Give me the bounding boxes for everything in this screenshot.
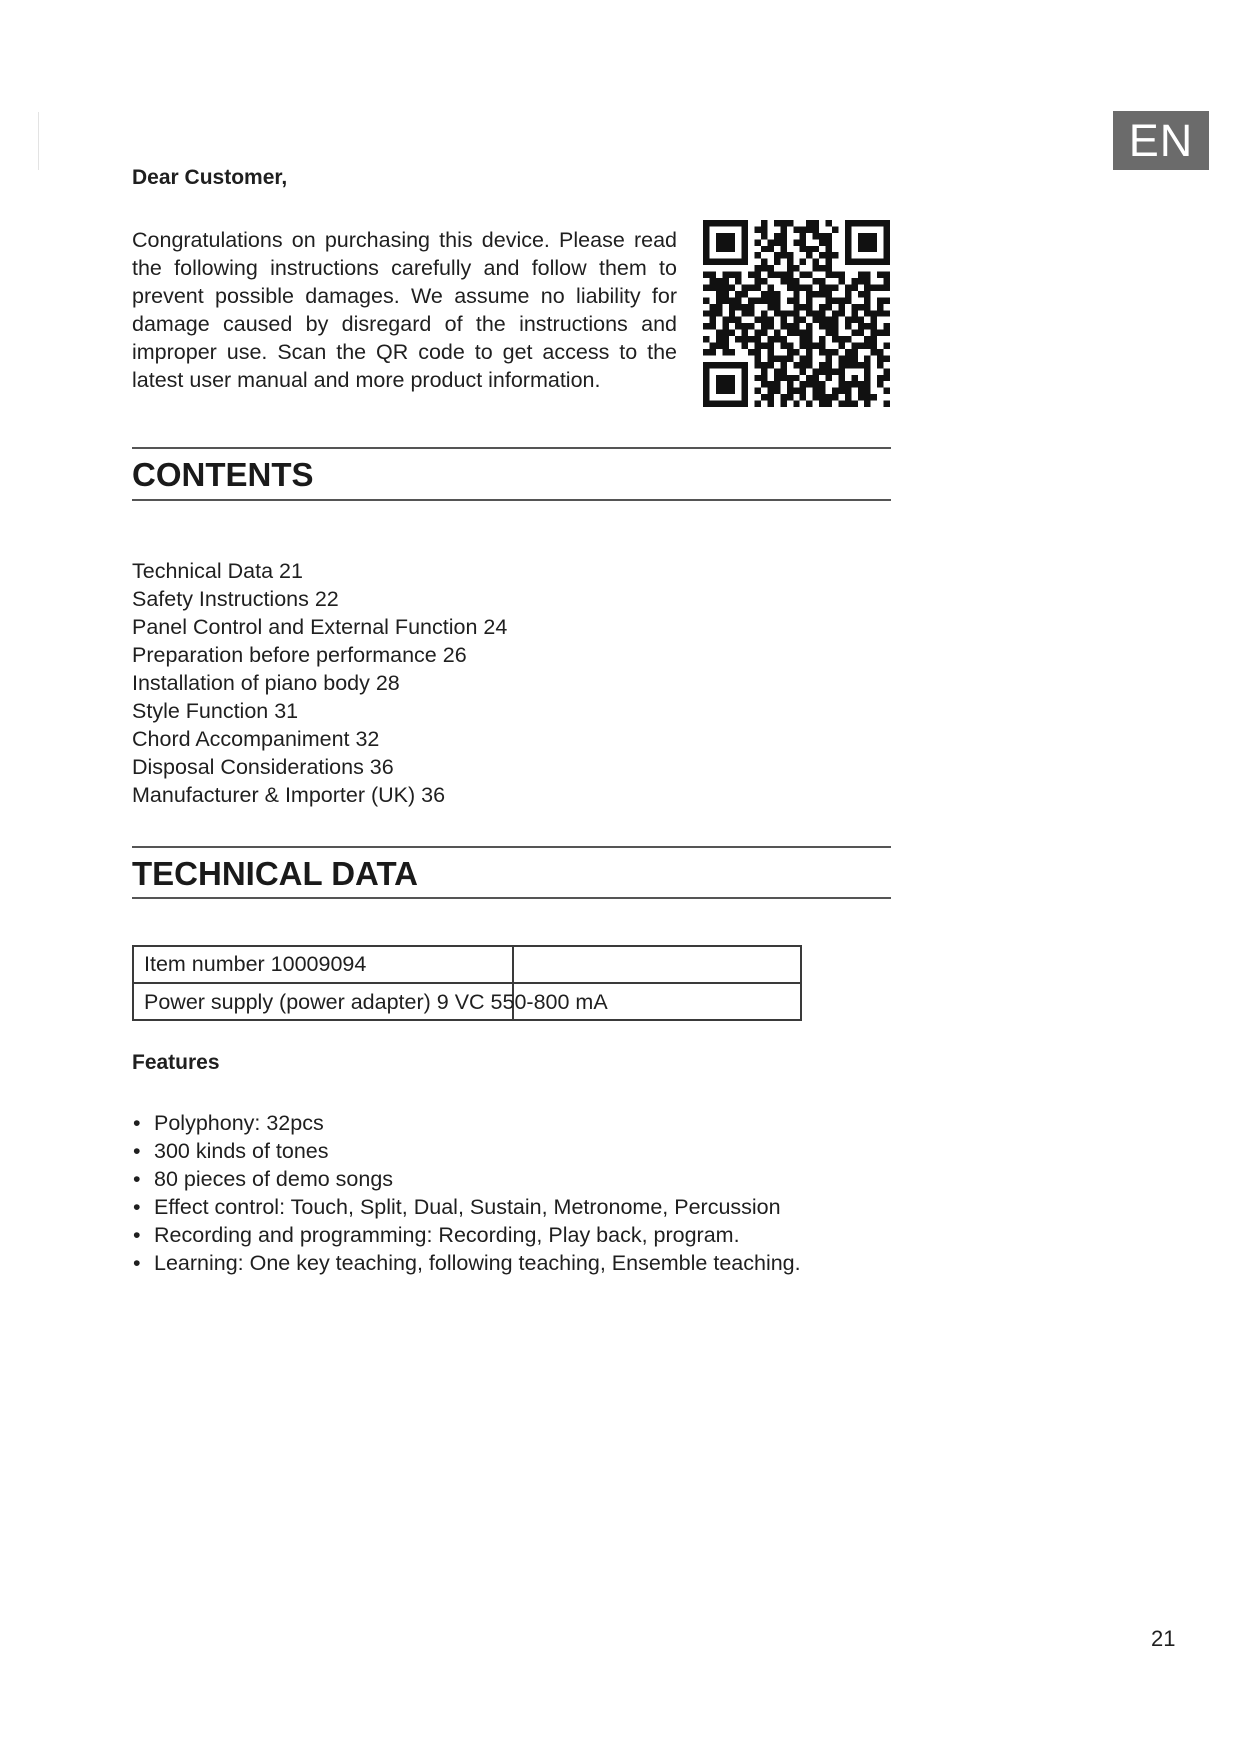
list-item bbox=[132, 1109, 801, 1137]
spec-cell bbox=[133, 983, 608, 1020]
feature-text: 80 pieces of demo songs bbox=[154, 1167, 394, 1191]
intro-paragraph: Congratulations on purchasing this device. Please read the following instructions carefully and follow them to prevent possible damages. We assume no liability for damage caused by disregard of the instructions and improper use. Scan the QR code to get access to the latest user manual and more product information. bbox=[132, 228, 677, 392]
spec-cell-text: Power supply (power adapter) 9 VC 550-800 mA bbox=[144, 990, 608, 1014]
page-number: 21 bbox=[1151, 1626, 1176, 1651]
feature-text: Effect control: Touch, Split, Dual, Sustain, Metronome, Percussion bbox=[154, 1195, 781, 1219]
feature-text: Learning: One key teaching, following teaching, Ensemble teaching. bbox=[154, 1251, 801, 1275]
feature-text: 300 kinds of tones bbox=[154, 1139, 329, 1163]
contents-item[interactable]: Technical Data 21 bbox=[132, 559, 303, 583]
technical-data-rule-bottom bbox=[132, 897, 891, 899]
page-edge-line bbox=[38, 112, 39, 170]
features-list bbox=[132, 1109, 801, 1277]
contents-item[interactable]: Installation of piano body 28 bbox=[132, 671, 400, 695]
feature-text: Polyphony: 32pcs bbox=[154, 1111, 324, 1135]
feature-text: Recording and programming: Recording, Play back, program. bbox=[154, 1223, 740, 1247]
spec-cell bbox=[513, 946, 801, 983]
bullet-icon: • bbox=[133, 1111, 141, 1135]
qr-code-icon[interactable] bbox=[703, 220, 890, 407]
contents-item[interactable]: Chord Accompaniment 32 bbox=[132, 727, 380, 751]
bullet-icon: • bbox=[133, 1223, 141, 1247]
table-row bbox=[133, 946, 801, 983]
list-item bbox=[132, 1193, 801, 1221]
contents-item[interactable]: Style Function 31 bbox=[132, 699, 299, 723]
list-item bbox=[132, 1137, 801, 1165]
bullet-icon: • bbox=[133, 1195, 141, 1219]
spec-table bbox=[132, 945, 802, 1021]
contents-rule-bottom bbox=[132, 499, 891, 501]
greeting: Dear Customer, bbox=[132, 166, 288, 189]
bullet-icon: • bbox=[133, 1139, 141, 1163]
technical-data-title: TECHNICAL DATA bbox=[132, 855, 418, 892]
contents-rule-top bbox=[132, 447, 891, 449]
contents-item[interactable]: Preparation before performance 26 bbox=[132, 643, 467, 667]
spec-cell: Item number 10009094 bbox=[133, 946, 513, 983]
bullet-icon: • bbox=[133, 1167, 141, 1191]
list-item bbox=[132, 1249, 801, 1277]
contents-item[interactable]: Safety Instructions 22 bbox=[132, 587, 339, 611]
contents-item[interactable]: Panel Control and External Function 24 bbox=[132, 615, 508, 639]
language-tab: EN bbox=[1113, 111, 1209, 170]
contents-list bbox=[132, 557, 507, 809]
bullet-icon: • bbox=[133, 1251, 141, 1275]
table-row bbox=[133, 983, 801, 1020]
features-title: Features bbox=[132, 1051, 220, 1074]
technical-data-rule-top bbox=[132, 846, 891, 848]
list-item bbox=[132, 1165, 801, 1193]
contents-item[interactable]: Manufacturer & Importer (UK) 36 bbox=[132, 783, 446, 807]
contents-title: CONTENTS bbox=[132, 456, 314, 493]
list-item bbox=[132, 1221, 801, 1249]
contents-item[interactable]: Disposal Considerations 36 bbox=[132, 755, 394, 779]
